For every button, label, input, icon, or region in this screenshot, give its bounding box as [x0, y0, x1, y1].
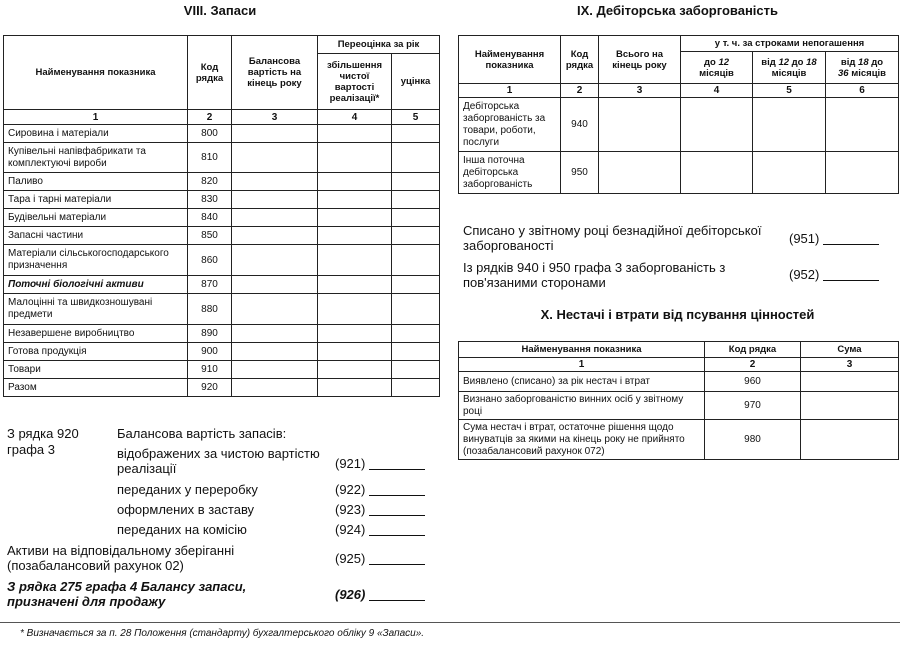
value-cell[interactable] — [801, 372, 899, 392]
colnum: 1 — [459, 358, 705, 372]
table-row — [459, 98, 899, 152]
table-row — [4, 379, 440, 397]
value-cell[interactable] — [392, 343, 440, 361]
header-sum: Сума — [801, 342, 899, 358]
input-line-952[interactable] — [823, 279, 879, 281]
note-926: З рядка 275 графа 4 Балансу запаси, призначені для продажу — [7, 579, 247, 609]
value-cell[interactable] — [392, 294, 440, 325]
value-cell[interactable] — [801, 392, 899, 420]
section-9-title: IX. Дебіторська заборгованість — [577, 3, 778, 18]
value-cell[interactable] — [318, 209, 392, 227]
row-code: 810 — [188, 143, 232, 173]
note-951: Списано у звітному році безнадійної дебіторської заборгованості — [463, 223, 762, 253]
value-cell[interactable] — [681, 152, 753, 194]
row-name: Будівельні матеріали — [4, 209, 188, 227]
value-cell[interactable] — [392, 125, 440, 143]
value-cell[interactable] — [232, 191, 318, 209]
colnum: 2 — [561, 84, 599, 98]
value-cell[interactable] — [318, 173, 392, 191]
shortages-table — [458, 341, 899, 460]
value-cell[interactable] — [232, 143, 318, 173]
header-code: Код рядка — [188, 36, 232, 110]
header-code: Код рядка — [561, 36, 599, 84]
value-cell[interactable] — [392, 191, 440, 209]
row-name: Запасні частини — [4, 227, 188, 245]
value-cell[interactable] — [826, 152, 899, 194]
header-name: Найменування показника — [4, 36, 188, 110]
input-line-922[interactable] — [369, 494, 425, 496]
header-total: Всього на кінець року — [599, 36, 681, 84]
table-row — [4, 245, 440, 276]
value-cell[interactable] — [681, 98, 753, 152]
row-code: 960 — [705, 372, 801, 392]
colnum: 3 — [599, 84, 681, 98]
value-cell[interactable] — [753, 98, 826, 152]
table-row — [4, 209, 440, 227]
row-code: 970 — [705, 392, 801, 420]
colnum: 2 — [705, 358, 801, 372]
code-925: (925) — [335, 551, 425, 566]
row-code: 820 — [188, 173, 232, 191]
value-cell[interactable] — [232, 125, 318, 143]
code-923: (923) — [335, 502, 425, 517]
colnum: 4 — [681, 84, 753, 98]
section-8-title: VIII. Запаси — [183, 3, 257, 18]
input-line-924[interactable] — [369, 534, 425, 536]
value-cell[interactable] — [232, 245, 318, 276]
row-code: 980 — [705, 420, 801, 460]
header-increase: збільшення чистої вартості реалізації* — [318, 54, 392, 110]
code-924: (924) — [335, 522, 425, 537]
row-name: Паливо — [4, 173, 188, 191]
value-cell[interactable] — [318, 294, 392, 325]
value-cell[interactable] — [318, 245, 392, 276]
table-row — [4, 173, 440, 191]
row-code: 840 — [188, 209, 232, 227]
value-cell[interactable] — [801, 420, 899, 460]
value-cell[interactable] — [232, 209, 318, 227]
colnum: 4 — [318, 110, 392, 125]
note-924: переданих на комісію — [117, 522, 247, 537]
value-cell[interactable] — [232, 325, 318, 343]
row-code: 920 — [188, 379, 232, 397]
value-cell[interactable] — [318, 143, 392, 173]
table-row — [4, 276, 440, 294]
row-code: 870 — [188, 276, 232, 294]
value-cell[interactable] — [318, 361, 392, 379]
table-row — [459, 392, 899, 420]
colnum: 3 — [232, 110, 318, 125]
row-name: Разом — [4, 379, 188, 397]
colnum: 2 — [188, 110, 232, 125]
value-cell[interactable] — [232, 361, 318, 379]
input-line-951[interactable] — [823, 243, 879, 245]
row-name: Незавершене виробництво — [4, 325, 188, 343]
header-term-2: від 12 до 18 місяців — [753, 52, 826, 84]
value-cell[interactable] — [753, 152, 826, 194]
value-cell[interactable] — [826, 98, 899, 152]
row-code: 910 — [188, 361, 232, 379]
code-921: (921) — [335, 456, 425, 471]
value-cell[interactable] — [392, 276, 440, 294]
row-name: Купівельні напівфабрикати та комплектуючі вироби — [4, 143, 188, 173]
value-cell[interactable] — [232, 227, 318, 245]
header-incl: у т. ч. за строками непогашення — [681, 36, 899, 52]
value-cell[interactable] — [232, 379, 318, 397]
graph-3: графа 3 — [7, 442, 55, 457]
header-decrease: уцінка — [392, 54, 440, 110]
row-name: Готова продукція — [4, 343, 188, 361]
value-cell[interactable] — [392, 245, 440, 276]
header-name: Найменування показника — [459, 342, 705, 358]
row-code: 890 — [188, 325, 232, 343]
table-row — [4, 191, 440, 209]
colnum: 6 — [826, 84, 899, 98]
note-952: Із рядків 940 і 950 графа 3 заборгованість з пов'язаними сторонами — [463, 260, 726, 290]
inventory-table — [3, 35, 440, 397]
code-951: (951) — [789, 231, 879, 246]
table-row — [4, 143, 440, 173]
row-name: Матеріали сільськогосподарського призначення — [4, 245, 188, 276]
code-922: (922) — [335, 482, 425, 497]
footnote: * Визначається за п. 28 Положення (стандарту) бухгалтерського обліку 9 «Запаси». — [20, 628, 425, 639]
table-row — [459, 420, 899, 460]
colnum: 5 — [392, 110, 440, 125]
value-cell[interactable] — [318, 379, 392, 397]
note-922: переданих у переробку — [117, 482, 258, 497]
row-name: Товари — [4, 361, 188, 379]
value-cell[interactable] — [392, 379, 440, 397]
header-term-3: від 18 до 36 місяців — [826, 52, 899, 84]
table-row — [4, 325, 440, 343]
table-row — [4, 125, 440, 143]
input-line-921[interactable] — [369, 468, 425, 470]
table-row — [4, 361, 440, 379]
row-code: 830 — [188, 191, 232, 209]
row-code: 940 — [561, 98, 599, 152]
row-code: 860 — [188, 245, 232, 276]
footnote-divider — [0, 622, 900, 623]
row-name: Дебіторська заборгованість за товари, роботи, послуги — [459, 98, 561, 152]
row-name: Малоцінні та швидкозношувані предмети — [4, 294, 188, 325]
value-cell[interactable] — [392, 325, 440, 343]
table-row — [4, 343, 440, 361]
value-cell[interactable] — [318, 343, 392, 361]
row-name: Поточні біологічні активи — [4, 276, 188, 294]
colnum: 1 — [4, 110, 188, 125]
colnum: 5 — [753, 84, 826, 98]
row-code: 880 — [188, 294, 232, 325]
row-name: Інша поточна дебіторська заборгованість — [459, 152, 561, 194]
input-line-926[interactable] — [369, 599, 425, 601]
balance-label: Балансова вартість запасів: — [117, 426, 287, 441]
row-name: Тара і тарні матеріали — [4, 191, 188, 209]
input-line-923[interactable] — [369, 514, 425, 516]
value-cell[interactable] — [599, 152, 681, 194]
code-952: (952) — [789, 267, 879, 282]
value-cell[interactable] — [392, 209, 440, 227]
value-cell[interactable] — [232, 173, 318, 191]
colnum: 3 — [801, 358, 899, 372]
value-cell[interactable] — [232, 294, 318, 325]
value-cell[interactable] — [392, 143, 440, 173]
colnum: 1 — [459, 84, 561, 98]
row-name: Сума нестач і втрат, остаточне рішення щодо винуватців за якими на кінець року не прийнято (позабалансовий рахунок 072) — [459, 420, 705, 460]
value-cell[interactable] — [599, 98, 681, 152]
value-cell[interactable] — [232, 276, 318, 294]
row-name: Визнано заборгованістю винних осіб у звітному році — [459, 392, 705, 420]
header-name: Найменування показника — [459, 36, 561, 84]
header-balance: Балансова вартість на кінець року — [232, 36, 318, 110]
input-line-925[interactable] — [369, 563, 425, 565]
value-cell[interactable] — [392, 361, 440, 379]
note-921: відображених за чистою вартістю реалізації — [117, 446, 320, 476]
header-code: Код рядка — [705, 342, 801, 358]
value-cell[interactable] — [232, 343, 318, 361]
row-name: Сировина і матеріали — [4, 125, 188, 143]
table-row — [459, 152, 899, 194]
header-term-1: до 12 місяців — [681, 52, 753, 84]
row-name: Виявлено (списано) за рік нестач і втрат — [459, 372, 705, 392]
note-923: оформлених в заставу — [117, 502, 255, 517]
value-cell[interactable] — [318, 125, 392, 143]
section-10-title: X. Нестачі і втрати від псування цінностей — [540, 307, 815, 322]
code-926: (926) — [335, 587, 425, 602]
row-code: 900 — [188, 343, 232, 361]
value-cell[interactable] — [392, 173, 440, 191]
row-code: 950 — [561, 152, 599, 194]
table-row — [4, 227, 440, 245]
value-cell[interactable] — [318, 227, 392, 245]
table-row — [4, 294, 440, 325]
note-925: Активи на відповідальному зберіганні (позабалансовий рахунок 02) — [7, 543, 235, 573]
row-code: 850 — [188, 227, 232, 245]
row-code: 800 — [188, 125, 232, 143]
header-revaluation: Переоцінка за рік — [318, 36, 440, 54]
table-row — [459, 372, 899, 392]
value-cell[interactable] — [318, 325, 392, 343]
receivables-table — [458, 35, 899, 194]
from-row-920: З рядка 920 — [7, 426, 79, 441]
value-cell[interactable] — [318, 276, 392, 294]
value-cell[interactable] — [318, 191, 392, 209]
value-cell[interactable] — [392, 227, 440, 245]
